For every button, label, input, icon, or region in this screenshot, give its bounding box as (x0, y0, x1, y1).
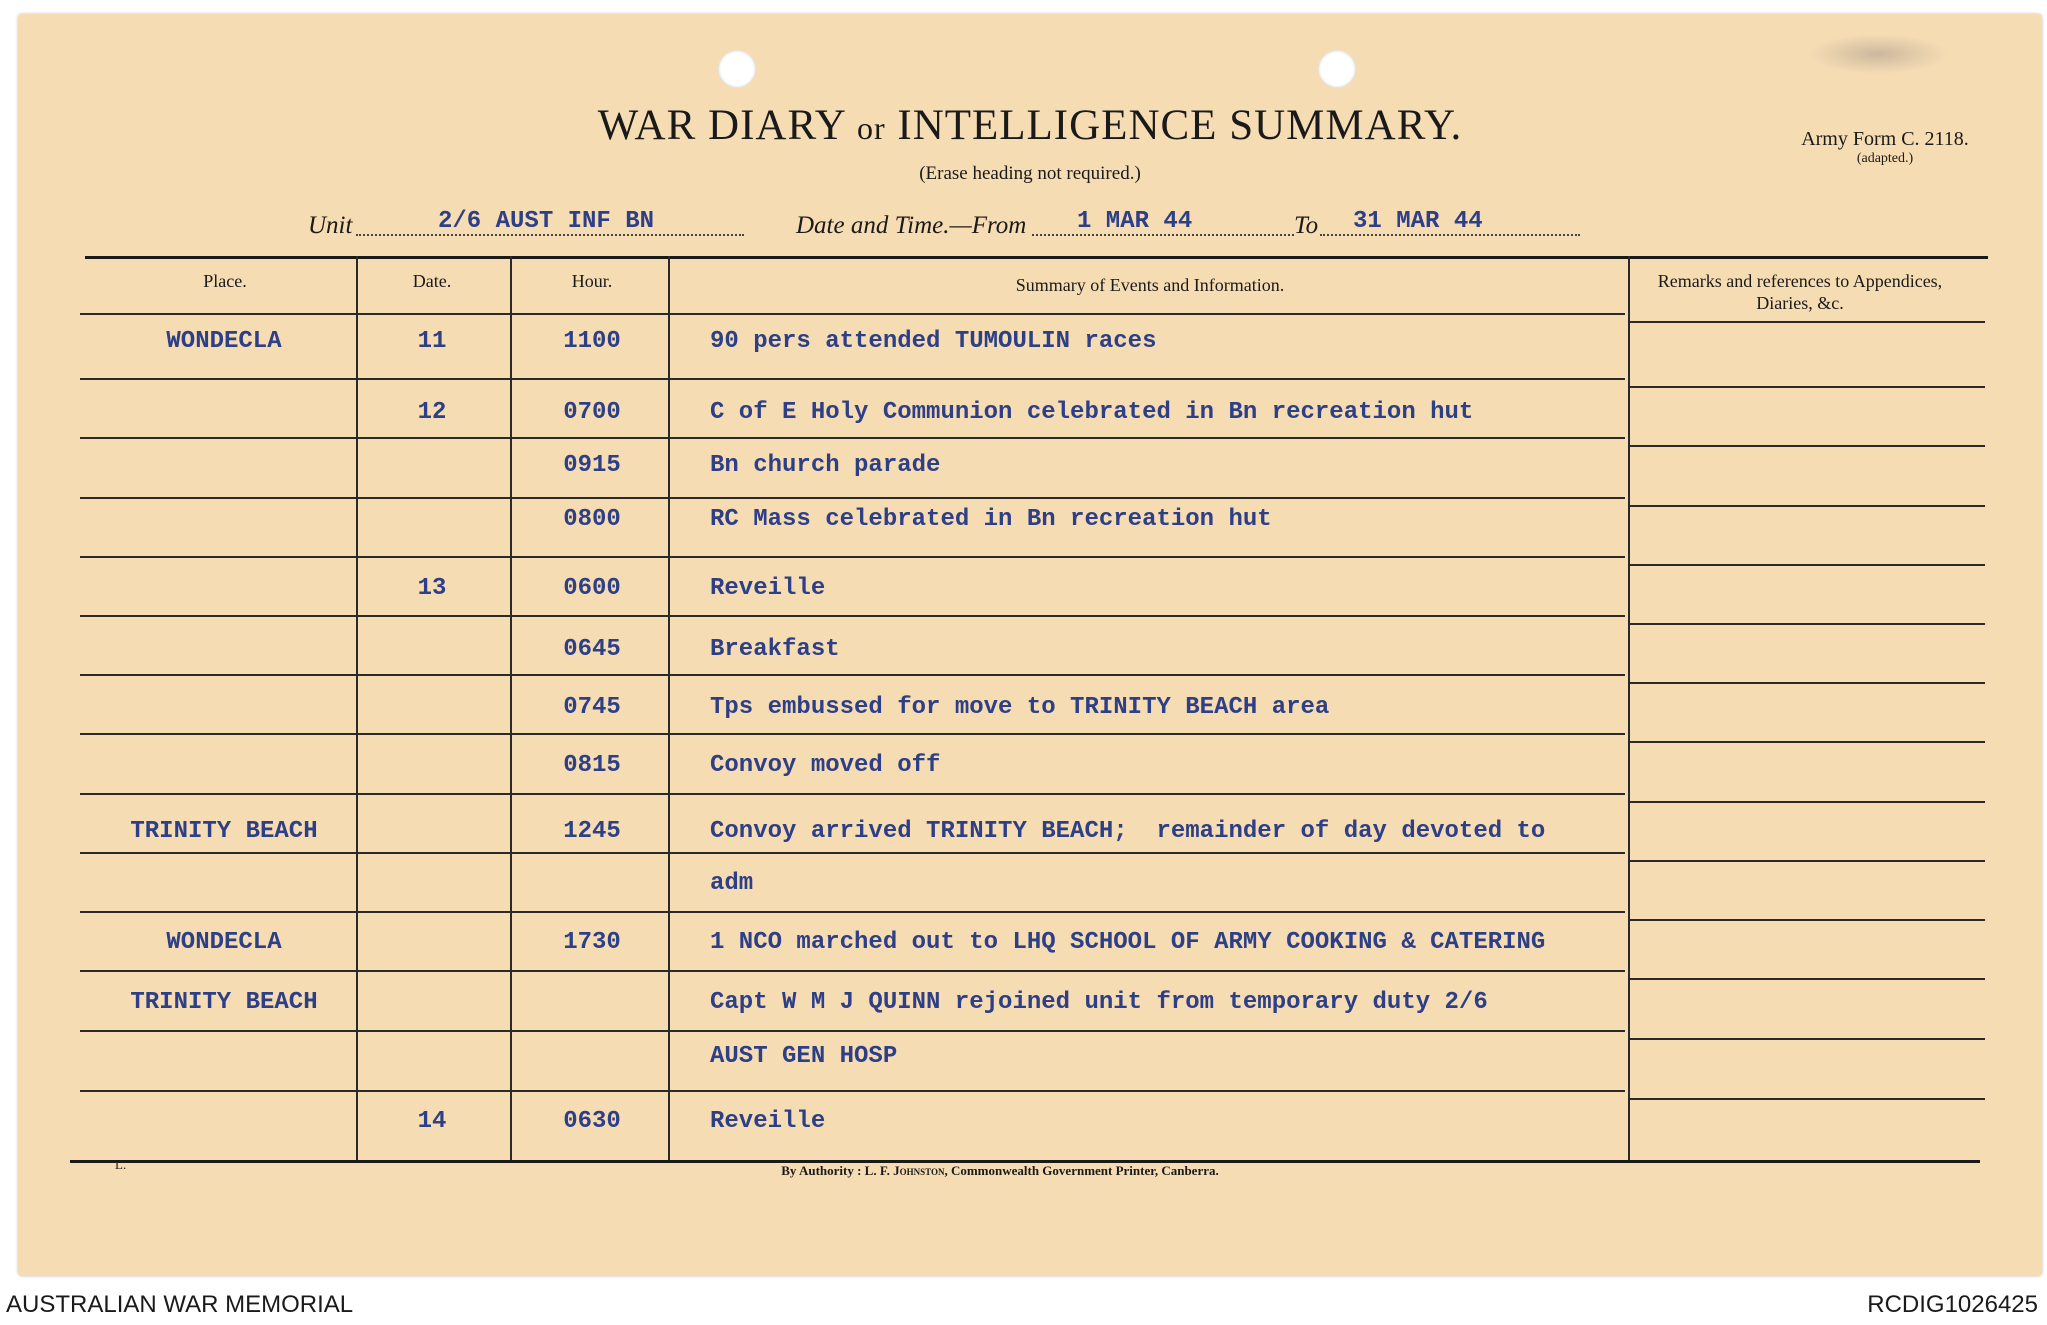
cell-place: WONDECLA (166, 929, 282, 956)
cell-place: WONDECLA (166, 328, 282, 355)
column-header-place: Place. (203, 271, 247, 291)
column-header-date: Date. (412, 271, 452, 291)
remarks-row-divider (1628, 505, 1985, 507)
remarks-row-divider (1628, 1098, 1985, 1100)
row-divider (80, 1090, 1625, 1092)
punch-hole-right (1318, 50, 1356, 88)
page-title: WAR DIARY or INTELLIGENCE SUMMARY. (597, 102, 1463, 149)
cell-hour: 0645 (563, 636, 621, 663)
remarks-row-divider (1628, 741, 1985, 743)
remarks-row-divider (1628, 682, 1985, 684)
to-value: 31 MAR 44 (1353, 208, 1483, 235)
cell-summary: Reveille (710, 1108, 826, 1135)
cell-hour: 0600 (563, 575, 621, 602)
cell-date: 14 (417, 1108, 447, 1135)
column-header-hour: Hour. (571, 271, 613, 291)
cell-summary: Convoy moved off (710, 752, 941, 779)
cell-summary: Convoy arrived TRINITY BEACH; remainder of day devoted to (710, 818, 1546, 845)
row-divider (80, 674, 1625, 676)
remarks-row-divider (1628, 321, 1985, 323)
remarks-row-divider (1628, 623, 1985, 625)
date-time-label: Date and Time.—From (796, 212, 1027, 239)
table-top-border (85, 256, 1988, 259)
cell-summary: Bn church parade (710, 452, 941, 479)
row-divider (80, 313, 1625, 315)
to-label: To (1294, 212, 1319, 239)
remarks-row-divider (1628, 386, 1985, 388)
cell-date: 11 (417, 328, 447, 355)
unit-label: Unit (308, 212, 353, 239)
cell-date: 13 (417, 575, 447, 602)
cell-summary: 90 pers attended TUMOULIN races (710, 328, 1157, 355)
archive-caption: AUSTRALIAN WAR MEMORIAL (6, 1291, 354, 1318)
remarks-row-divider (1628, 978, 1985, 980)
cell-hour: 0800 (563, 506, 621, 533)
row-divider (80, 615, 1625, 617)
remarks-row-divider (1628, 564, 1985, 566)
page-subtitle: (Erase heading not required.) (919, 163, 1141, 184)
cell-hour: 0630 (563, 1108, 621, 1135)
archive-reference: RCDIG1026425 (1867, 1291, 2038, 1318)
cell-hour: 0915 (563, 452, 621, 479)
cell-summary: C of E Holy Communion celebrated in Bn recreation hut (710, 399, 1474, 426)
row-divider (80, 793, 1625, 795)
cell-summary: AUST GEN HOSP (710, 1043, 898, 1070)
row-divider (80, 437, 1625, 439)
cell-hour: 0700 (563, 399, 621, 426)
row-divider (80, 378, 1625, 380)
row-divider (80, 1030, 1625, 1032)
cell-summary: Capt W M J QUINN rejoined unit from temporary duty 2/6 (710, 989, 1488, 1016)
cell-date: 12 (417, 399, 447, 426)
footer-mark: L. (115, 1157, 127, 1172)
row-divider (80, 733, 1625, 735)
row-divider (80, 852, 1625, 854)
cell-summary: Breakfast (710, 636, 840, 663)
cell-summary: Tps embussed for move to TRINITY BEACH area (710, 694, 1330, 721)
column-header-summary: Summary of Events and Information. (1015, 275, 1285, 295)
row-divider (80, 911, 1625, 913)
remarks-row-divider (1628, 801, 1985, 803)
cell-place: TRINITY BEACH (130, 818, 318, 845)
printer-authority: By Authority : L. F. Johnston, Commonwealth Government Printer, Canberra. (781, 1163, 1219, 1178)
remarks-row-divider (1628, 1038, 1985, 1040)
cell-summary: Reveille (710, 575, 826, 602)
row-divider (80, 556, 1625, 558)
column-divider-place-date (356, 256, 358, 1160)
remarks-row-divider (1628, 860, 1985, 862)
cell-hour: 0815 (563, 752, 621, 779)
cell-hour: 1245 (563, 818, 621, 845)
cell-summary: adm (710, 870, 754, 897)
row-divider (80, 497, 1625, 499)
cell-place: TRINITY BEACH (130, 989, 318, 1016)
cell-summary: RC Mass celebrated in Bn recreation hut (710, 506, 1272, 533)
remarks-row-divider (1628, 445, 1985, 447)
remarks-row-divider (1628, 919, 1985, 921)
cell-hour: 0745 (563, 694, 621, 721)
form-number: Army Form C. 2118. (adapted.) (1801, 128, 1969, 166)
punch-hole-left (718, 50, 756, 88)
cell-hour: 1100 (563, 328, 621, 355)
cell-hour: 1730 (563, 929, 621, 956)
cell-summary: 1 NCO marched out to LHQ SCHOOL OF ARMY COOKING & CATERING (710, 929, 1546, 956)
row-divider (80, 970, 1625, 972)
from-value: 1 MAR 44 (1077, 208, 1193, 235)
column-header-remarks: Remarks and references to Appendices, Diaries, &c. (1657, 271, 1943, 313)
ink-smudge (1808, 34, 1948, 74)
unit-value: 2/6 AUST INF BN (438, 208, 655, 235)
